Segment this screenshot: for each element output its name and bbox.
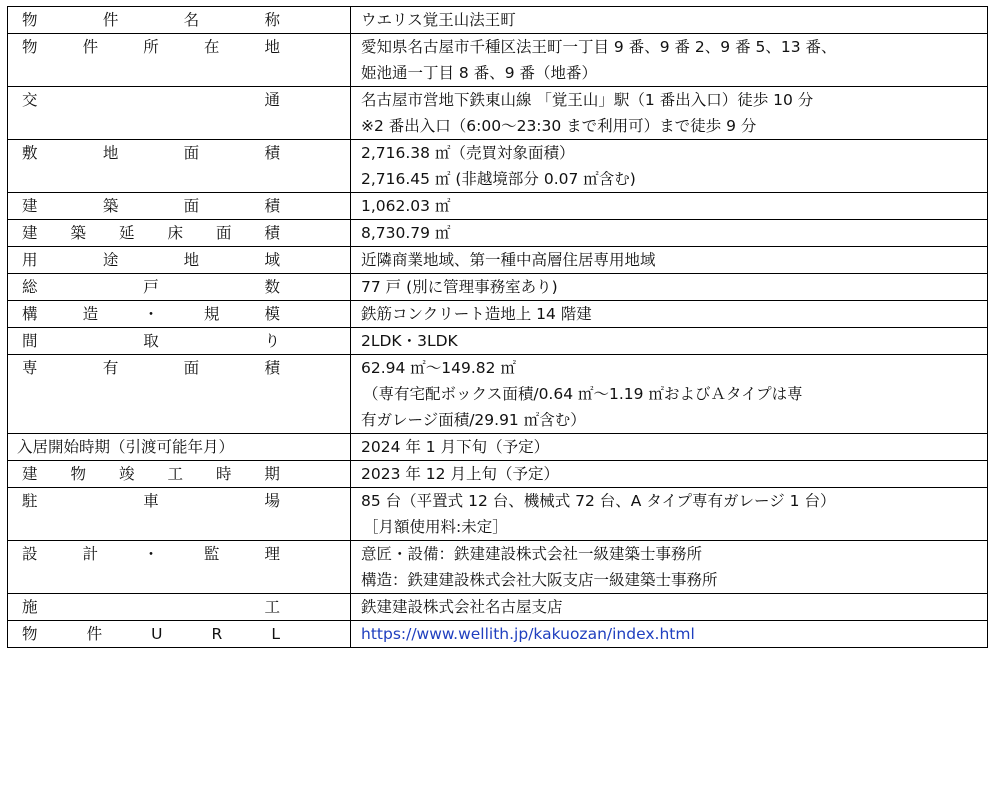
row-value-units: 77 戸 (別に管理事務室あり): [351, 274, 988, 301]
row-label-units: 総 戸 数: [8, 274, 351, 301]
table-row: [8, 34, 988, 87]
table-row: [8, 301, 988, 328]
table-row: [8, 328, 988, 355]
row-value-name: ウエリス覚王山法王町: [351, 7, 988, 34]
row-value-site-area: 2,716.38 ㎡（売買対象面積） 2,716.45 ㎡ (非越境部分 0.07 ㎡含む): [351, 140, 988, 193]
row-label-layout: 間 取 り: [8, 328, 351, 355]
row-label-building-area: 建 築 面 積: [8, 193, 351, 220]
row-value-transport: 名古屋市営地下鉄東山線 「覚王山」駅（1 番出入口）徒歩 10 分 ※2 番出入口（6:00～23:30 まで利用可）まで徒歩 9 分: [351, 87, 988, 140]
table-row: [8, 193, 988, 220]
property-spec-table: [7, 6, 988, 648]
table-row: [8, 87, 988, 140]
row-label-construction: 施 工: [8, 594, 351, 621]
row-value-completion: 2023 年 12 月上旬（予定）: [351, 461, 988, 488]
table-row: [8, 220, 988, 247]
row-value-parking: 85 台（平置式 12 台、機械式 72 台、A タイプ専有ガレージ 1 台） ［月額使用料:未定］: [351, 488, 988, 541]
row-value-design: 意匠・設備：鉄建建設株式会社一級建築士事務所 構造：鉄建建設株式会社大阪支店一級建築士事務所: [351, 541, 988, 594]
row-label-design: 設 計 ・ 監 理: [8, 541, 351, 594]
row-label-url: 物 件 U R L: [8, 621, 351, 648]
table-row: [8, 355, 988, 434]
table-row: [8, 461, 988, 488]
row-label-site-area: 敷 地 面 積: [8, 140, 351, 193]
row-value-location: 愛知県名古屋市千種区法王町一丁目 9 番、9 番 2、9 番 5、13 番、 姫池通一丁目 8 番、9 番（地番）: [351, 34, 988, 87]
table-row: [8, 621, 988, 648]
row-value-zoning: 近隣商業地域、第一種中高層住居専用地域: [351, 247, 988, 274]
table-row: [8, 140, 988, 193]
row-value-private-area: 62.94 ㎡～149.82 ㎡ （専有宅配ボックス面積/0.64 ㎡～1.19 ㎡およびＡタイプは専 有ガレージ面積/29.91 ㎡含む）: [351, 355, 988, 434]
row-label-total-floor-area: 建 築 延 床 面 積: [8, 220, 351, 247]
table-row: [8, 594, 988, 621]
row-label-private-area: 専 有 面 積: [8, 355, 351, 434]
row-value-layout: 2LDK・3LDK: [351, 328, 988, 355]
row-value-move-in: 2024 年 1 月下旬（予定）: [351, 434, 988, 461]
row-label-structure: 構 造 ・ 規 模: [8, 301, 351, 328]
row-label-zoning: 用 途 地 域: [8, 247, 351, 274]
row-value-construction: 鉄建建設株式会社名古屋支店: [351, 594, 988, 621]
property-url-link[interactable]: https://www.wellith.jp/kakuozan/index.html: [361, 625, 695, 643]
table-row: [8, 7, 988, 34]
table-row: [8, 488, 988, 541]
row-value-total-floor-area: 8,730.79 ㎡: [351, 220, 988, 247]
table-row: [8, 274, 988, 301]
row-label-location: 物 件 所 在 地: [8, 34, 351, 87]
row-value-url: [351, 621, 988, 648]
row-label-transport: 交 通: [8, 87, 351, 140]
row-value-building-area: 1,062.03 ㎡: [351, 193, 988, 220]
row-label-move-in: 入居開始時期（引渡可能年月）: [8, 434, 351, 461]
row-value-structure: 鉄筋コンクリート造地上 14 階建: [351, 301, 988, 328]
row-label-parking: 駐 車 場: [8, 488, 351, 541]
row-label-completion: 建 物 竣 工 時 期: [8, 461, 351, 488]
row-label-name: 物 件 名 称: [8, 7, 351, 34]
table-row: [8, 247, 988, 274]
table-row: [8, 541, 988, 594]
table-row: [8, 434, 988, 461]
